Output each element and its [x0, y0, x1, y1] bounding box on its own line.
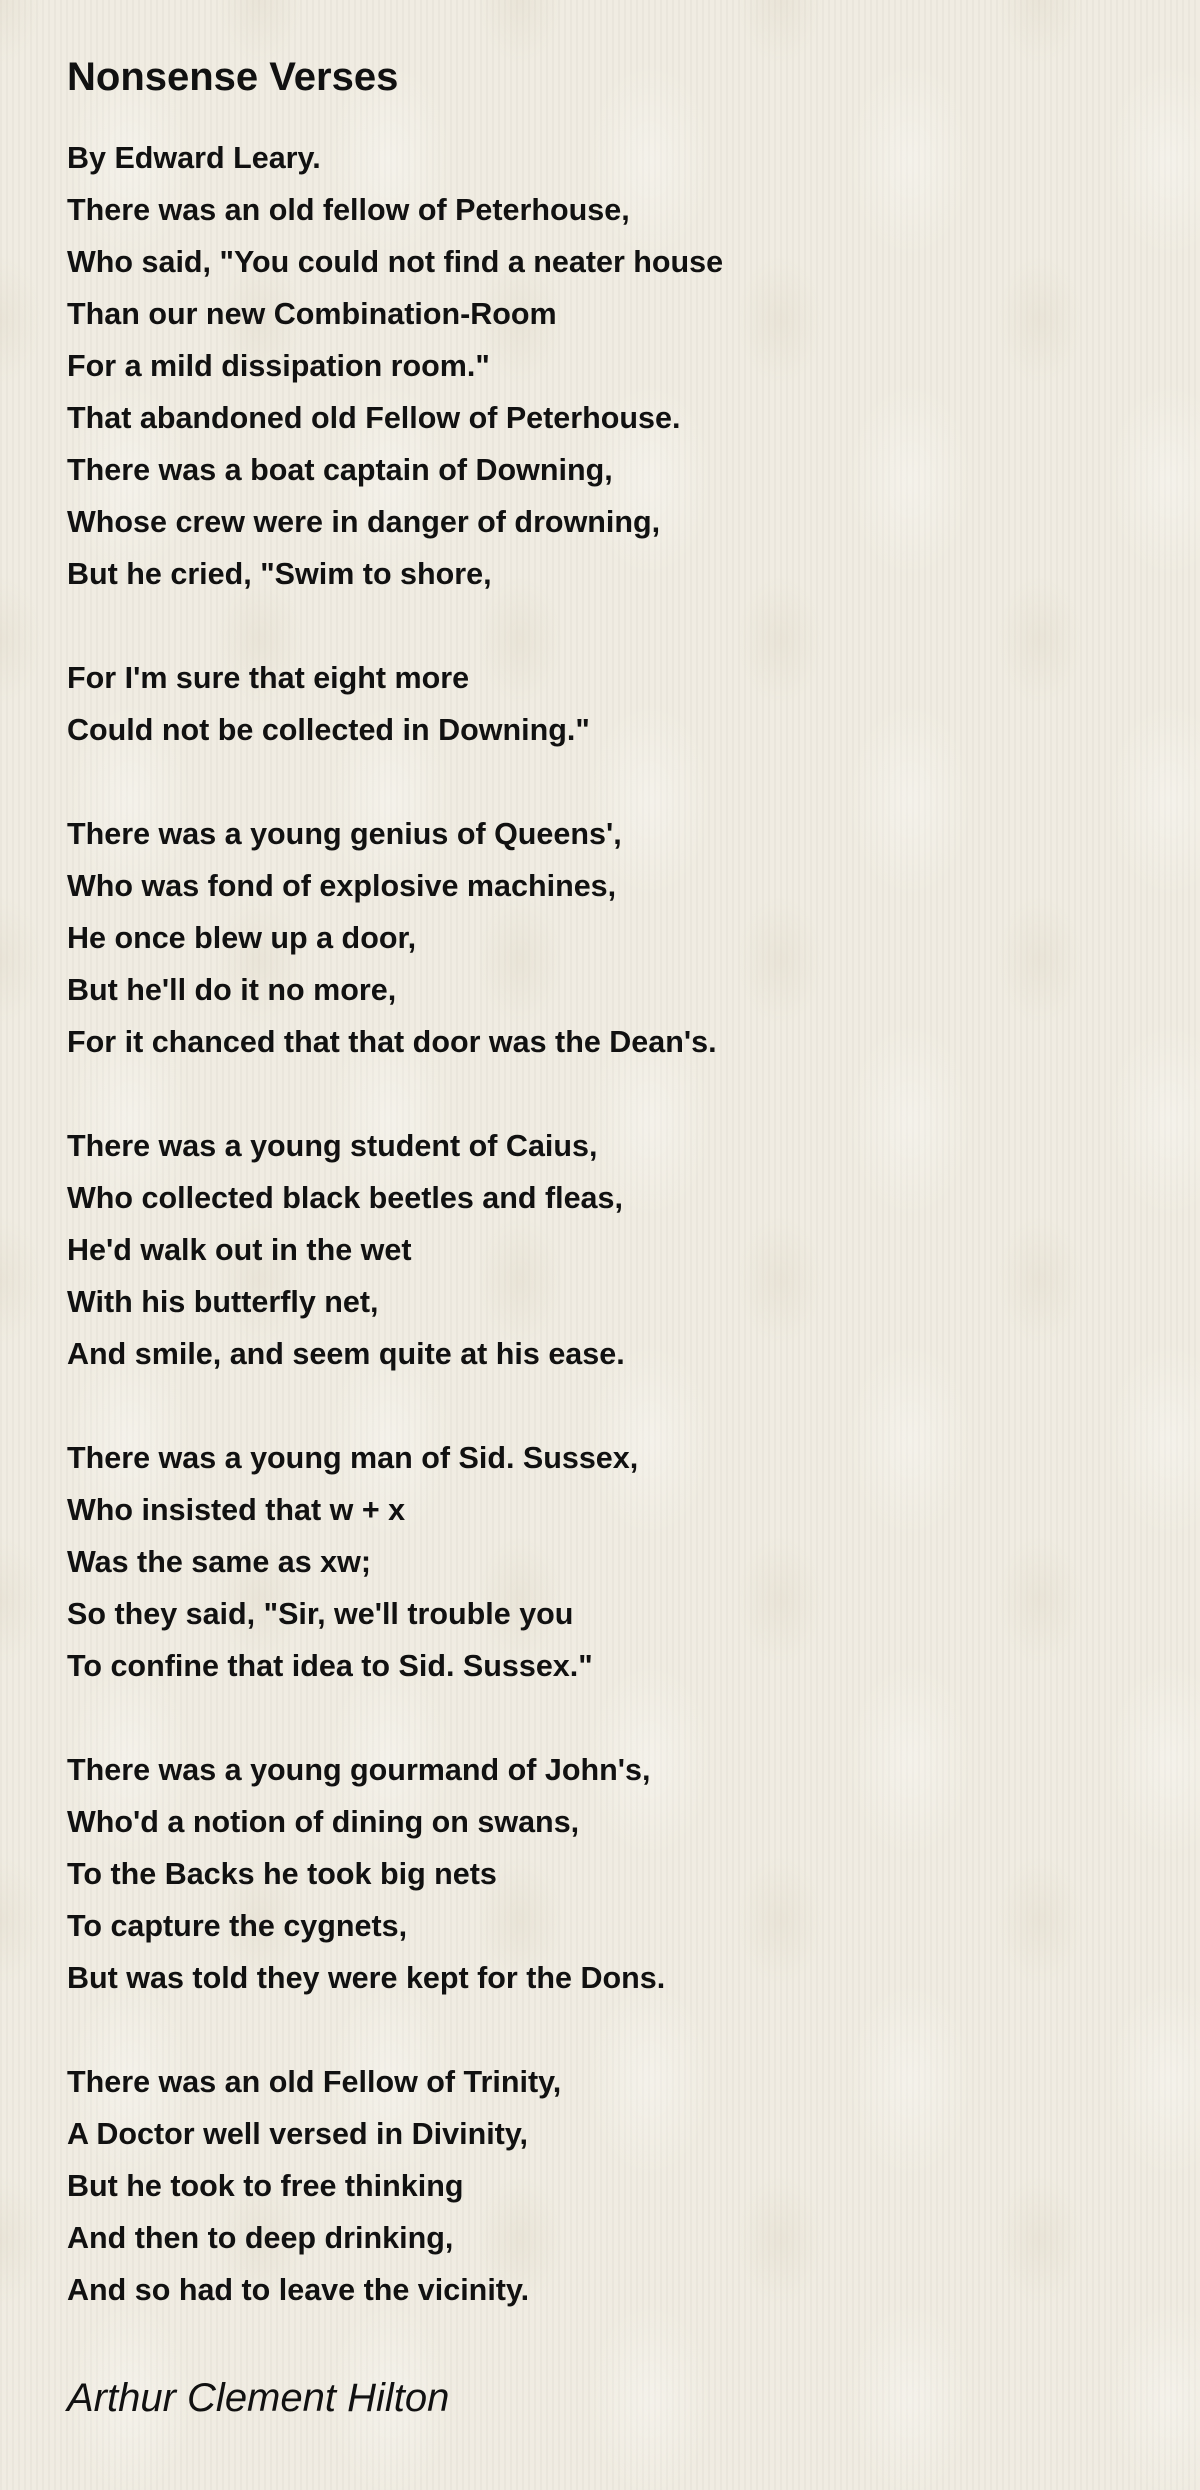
poem-line: To confine that idea to Sid. Sussex." [67, 1649, 593, 1683]
poem-line: Who'd a notion of dining on swans, [67, 1805, 580, 1839]
poem-line: But he cried, "Swim to shore, [67, 557, 492, 591]
poem-line: There was a young genius of Queens', [67, 817, 622, 851]
poem-line: He once blew up a door, [67, 921, 417, 955]
poem-body [67, 132, 1147, 2316]
poem-title: Nonsense Verses [67, 55, 399, 99]
poem-stanza [67, 652, 1147, 756]
poem-line: Who collected black beetles and fleas, [67, 1181, 623, 1215]
poem-line: But he'll do it no more, [67, 973, 397, 1007]
poem-author: Arthur Clement Hilton [67, 2376, 450, 2420]
poem-line: There was an old Fellow of Trinity, [67, 2065, 562, 2099]
poem-line: By Edward Leary. [67, 141, 321, 175]
poem-stanza [67, 132, 1147, 600]
poem-stanza [67, 1432, 1147, 1692]
poem-line: And then to deep drinking, [67, 2221, 454, 2255]
poem-line: He'd walk out in the wet [67, 1233, 412, 1267]
poem-line: There was a young man of Sid. Sussex, [67, 1441, 639, 1475]
poem-line: And so had to leave the vicinity. [67, 2273, 530, 2307]
poem-line: Was the same as xw; [67, 1545, 372, 1579]
poem-line: But was told they were kept for the Dons. [67, 1961, 666, 1995]
poem-line: There was a young gourmand of John's, [67, 1753, 651, 1787]
poem-line: There was a young student of Caius, [67, 1129, 598, 1163]
poem-line: For it chanced that that door was the Dean's. [67, 1025, 717, 1059]
poem-stanza [67, 1120, 1147, 1380]
poem-container [67, 44, 1147, 2428]
poem-line: To capture the cygnets, [67, 1909, 408, 1943]
poem-line: For a mild dissipation room." [67, 349, 490, 383]
poem-stanza [67, 808, 1147, 1068]
poem-line: With his butterfly net, [67, 1285, 379, 1319]
poem-line: Could not be collected in Downing." [67, 713, 590, 747]
poem-line: Who insisted that w + x [67, 1493, 406, 1527]
poem-line: So they said, "Sir, we'll trouble you [67, 1597, 574, 1631]
poem-line: A Doctor well versed in Divinity, [67, 2117, 528, 2151]
poem-stanza [67, 1744, 1147, 2004]
poem-line: Than our new Combination-Room [67, 297, 557, 331]
poem-line: Whose crew were in danger of drowning, [67, 505, 661, 539]
poem-line: That abandoned old Fellow of Peterhouse. [67, 401, 681, 435]
poem-line: To the Backs he took big nets [67, 1857, 497, 1891]
poem-line: There was an old fellow of Peterhouse, [67, 193, 630, 227]
poem-line: And smile, and seem quite at his ease. [67, 1337, 625, 1371]
poem-line: But he took to free thinking [67, 2169, 464, 2203]
poem-stanza [67, 2056, 1147, 2316]
poem-line: For I'm sure that eight more [67, 661, 470, 695]
poem-line: Who said, "You could not find a neater house [67, 245, 724, 279]
poem-line: Who was fond of explosive machines, [67, 869, 617, 903]
poem-line: There was a boat captain of Downing, [67, 453, 613, 487]
